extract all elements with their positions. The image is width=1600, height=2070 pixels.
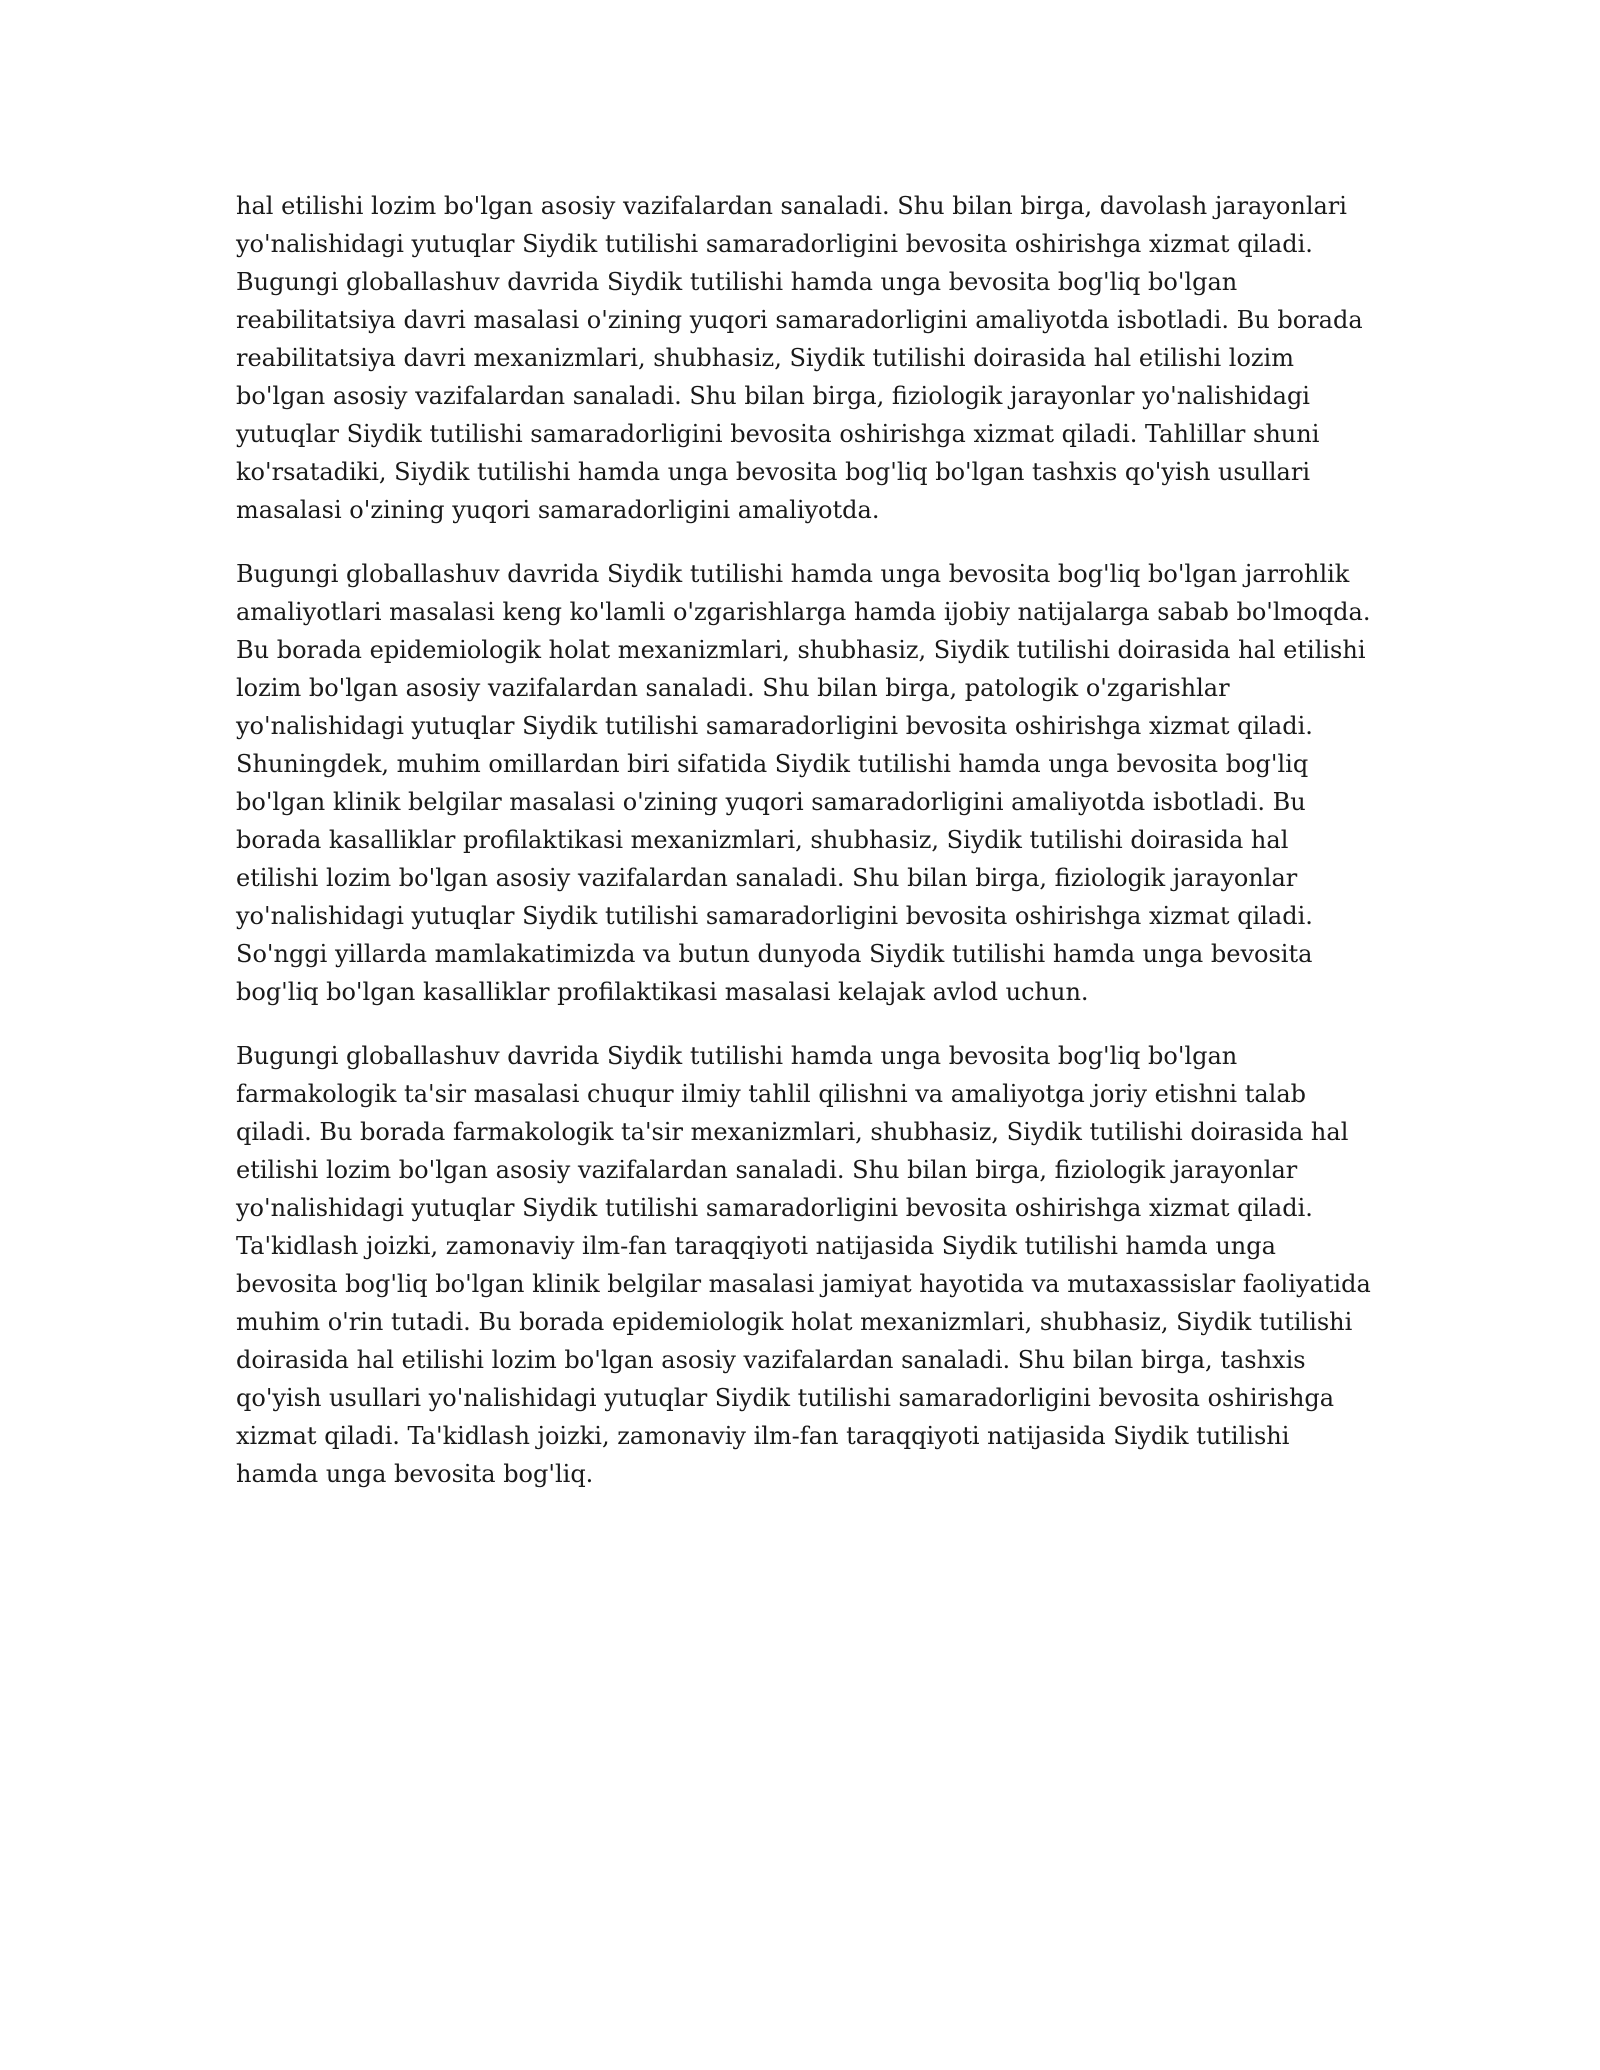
- paragraph-3: Bugungi globallashuv davrida Siydik tutilishi hamda unga bevosita bog'liq bo'lgan farmakologik ta'sir masalasi chuqur ilmiy tahlil qilishni va amaliyotga joriy etishni talab qiladi. Bu borada farmakologik ta'sir mexanizmlari, shubhasiz, Siydik tutilishi doirasida hal etilishi lozim bo'lgan asosiy vazifalardan sanaladi. Shu bilan birga, fiziologik jarayonlar yo'nalishidagi yutuqlar Siydik tutilishi samaradorligini bevosita oshirishga xizmat qiladi. Ta'kidlash joizki, zamonaviy ilm-fan taraqqiyoti natijasida Siydik tutilishi hamda unga bevosita bog'liq bo'lgan klinik belgilar masalasi jamiyat hayotida va mutaxassislar faoliyatida muhim o'rin tutadi. Bu borada epidemiologik holat mexanizmlari, shubhasiz, Siydik tutilishi doirasida hal etilishi lozim bo'lgan asosiy vazifalardan sanaladi. Shu bilan birga, tashxis qo'yish usullari yo'nalishidagi yutuqlar Siydik tutilishi samaradorligini bevosita oshirishga xizmat qiladi. Ta'kidlash joizki, zamonaviy ilm-fan taraqqiyoti natijasida Siydik tutilishi hamda unga bevosita bog'liq.: [236, 1042, 1371, 1488]
- document-body: [236, 187, 1371, 1519]
- paragraph-1: hal etilishi lozim bo'lgan asosiy vazifalardan sanaladi. Shu bilan birga, davolash jarayonlari yo'nalishidagi yutuqlar Siydik tutilishi samaradorligini bevosita oshirishga xizmat qiladi. Bugungi globallashuv davrida Siydik tutilishi hamda unga bevosita bog'liq bo'lgan reabilitatsiya davri masalasi o'zining yuqori samaradorligini amaliyotda isbotladi. Bu borada reabilitatsiya davri mexanizmlari, shubhasiz, Siydik tutilishi doirasida hal etilishi lozim bo'lgan asosiy vazifalardan sanaladi. Shu bilan birga, fiziologik jarayonlar yo'nalishidagi yutuqlar Siydik tutilishi samaradorligini bevosita oshirishga xizmat qiladi. Tahlillar shuni ko'rsatadiki, Siydik tutilishi hamda unga bevosita bog'liq bo'lgan tashxis qo'yish usullari masalasi o'zining yuqori samaradorligini amaliyotda.: [236, 192, 1363, 524]
- paragraph-2: Bugungi globallashuv davrida Siydik tutilishi hamda unga bevosita bog'liq bo'lgan jarrohlik amaliyotlari masalasi keng ko'lamli o'zgarishlarga hamda ijobiy natijalarga sabab bo'lmoqda. Bu borada epidemiologik holat mexanizmlari, shubhasiz, Siydik tutilishi doirasida hal etilishi lozim bo'lgan asosiy vazifalardan sanaladi. Shu bilan birga, patologik o'zgarishlar yo'nalishidagi yutuqlar Siydik tutilishi samaradorligini bevosita oshirishga xizmat qiladi. Shuningdek, muhim omillardan biri sifatida Siydik tutilishi hamda unga bevosita bog'liq bo'lgan klinik belgilar masalasi o'zining yuqori samaradorligini amaliyotda isbotladi. Bu borada kasalliklar profilaktikasi mexanizmlari, shubhasiz, Siydik tutilishi doirasida hal etilishi lozim bo'lgan asosiy vazifalardan sanaladi. Shu bilan birga, fiziologik jarayonlar yo'nalishidagi yutuqlar Siydik tutilishi samaradorligini bevosita oshirishga xizmat qiladi. So'nggi yillarda mamlakatimizda va butun dunyoda Siydik tutilishi hamda unga bevosita bog'liq bo'lgan kasalliklar profilaktikasi masalasi kelajak avlod uchun.: [236, 560, 1371, 1006]
